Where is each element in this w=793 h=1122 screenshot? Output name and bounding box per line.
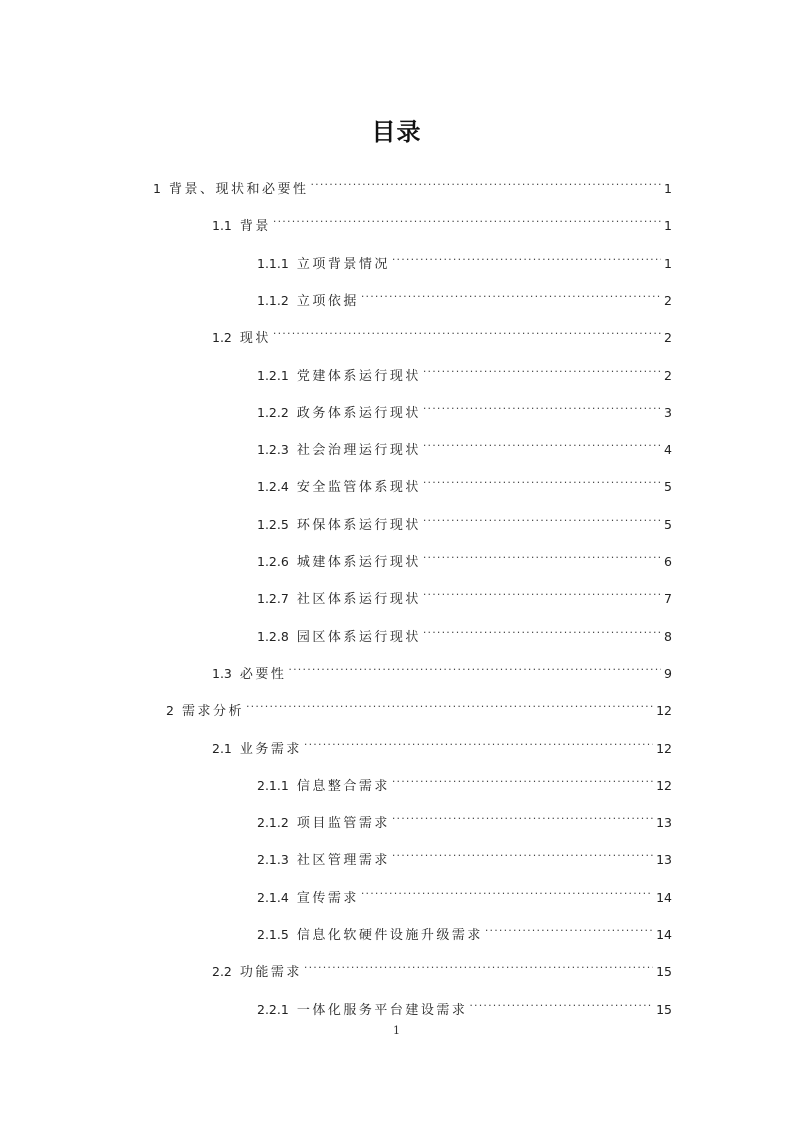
toc-number: 1.2.1	[257, 367, 289, 383]
toc-leader-dots	[392, 842, 653, 864]
toc-title: 城建体系运行现状	[296, 555, 421, 570]
toc-number: 1.3	[212, 665, 232, 681]
toc-leader-dots	[361, 283, 661, 305]
toc-title: 环保体系运行现状	[296, 517, 421, 533]
page-title: 目录	[371, 118, 422, 146]
toc-number: 1.1.2	[257, 292, 289, 308]
toc-title: 必要性	[239, 666, 287, 682]
toc-entry-2-1[interactable]	[212, 731, 672, 757]
toc-leader-dots	[423, 619, 661, 641]
toc-title: 项目监管需求	[296, 816, 390, 832]
toc-page-number: 1	[664, 218, 672, 234]
page-footer-number: 1	[393, 1024, 400, 1037]
toc-page-number: 12	[656, 703, 672, 719]
toc-leader-dots	[423, 395, 661, 417]
toc-page-number: 2	[664, 330, 672, 346]
toc-entry-1-2-4[interactable]	[257, 469, 672, 496]
toc-page-number: 2	[664, 367, 672, 383]
toc-title: 现状	[239, 331, 271, 347]
toc-number: 2.1	[212, 740, 232, 756]
toc-page-number: 15	[656, 964, 672, 980]
toc-leader-dots	[310, 171, 661, 193]
toc-number: 1.2.6	[257, 554, 289, 569]
toc-page-number: 12	[656, 740, 672, 756]
toc-title: 立项背景情况	[296, 256, 390, 272]
toc-number: 1.2.3	[257, 442, 289, 458]
toc-page-number: 13	[656, 852, 672, 868]
toc-leader-dots	[423, 432, 661, 454]
toc-entry-2-1-3[interactable]	[257, 842, 672, 869]
toc-entry-1-2-2[interactable]	[257, 395, 672, 421]
toc-entry-1-2-8[interactable]	[257, 619, 672, 645]
toc-leader-dots	[469, 992, 653, 1014]
toc-number: 1.2	[212, 330, 232, 346]
toc-page-number: 4	[664, 442, 672, 458]
toc-entry-1-3[interactable]	[212, 656, 672, 682]
toc-page-number: 5	[664, 516, 672, 532]
toc-entry-1-1-2[interactable]	[257, 283, 672, 309]
toc-title: 政务体系运行现状	[296, 405, 421, 421]
toc-page-number: 1	[664, 255, 672, 271]
toc-entry-2-1-5[interactable]	[257, 917, 672, 943]
toc-title: 背景	[239, 219, 271, 235]
toc-entry-2-1-1[interactable]	[257, 768, 672, 794]
toc-leader-dots	[288, 656, 661, 678]
toc-page-number: 15	[656, 1001, 672, 1017]
toc-title: 一体化服务平台建设需求	[296, 1002, 468, 1018]
toc-leader-dots	[304, 954, 653, 976]
toc-entry-1-1[interactable]	[212, 208, 672, 235]
toc-title: 信息化软硬件设施升级需求	[296, 928, 483, 943]
toc-leader-dots	[423, 544, 661, 566]
toc-entry-1-2-6[interactable]	[257, 544, 672, 570]
toc-page-number: 2	[664, 292, 672, 308]
toc-leader-dots	[273, 208, 661, 230]
toc-leader-dots	[304, 731, 653, 753]
toc-number: 1.2.7	[257, 591, 289, 607]
toc-page-number: 7	[664, 591, 672, 607]
toc-number: 1.2.2	[257, 404, 289, 420]
toc-leader-dots	[423, 581, 661, 603]
toc-leader-dots	[392, 768, 653, 790]
toc-number: 1.2.8	[257, 628, 289, 644]
toc-leader-dots	[392, 246, 661, 268]
toc-title: 党建体系运行现状	[296, 368, 421, 384]
toc-number: 1.2.5	[257, 516, 289, 532]
toc-number: 2.1.2	[257, 815, 289, 831]
toc-number: 2.1.5	[257, 927, 289, 942]
toc-entry-2-1-4[interactable]	[257, 880, 672, 906]
toc-number: 2.1.1	[257, 777, 289, 793]
toc-entry-1-1-1[interactable]	[257, 246, 672, 272]
toc-page-number: 12	[656, 777, 672, 793]
toc-number: 2	[166, 703, 174, 719]
toc-entry-1[interactable]	[153, 171, 672, 197]
toc-leader-dots	[423, 507, 661, 529]
toc-leader-dots	[392, 805, 653, 827]
toc-entry-2-2[interactable]	[212, 954, 672, 981]
toc-entry-2-1-2[interactable]	[257, 805, 672, 832]
toc-number: 2.2	[212, 964, 232, 980]
toc-leader-dots	[485, 917, 653, 939]
toc-entry-1-2-3[interactable]	[257, 432, 672, 459]
toc-entry-2-2-1[interactable]	[257, 992, 672, 1018]
toc-entry-1-2-1[interactable]	[257, 358, 672, 384]
toc-page-number: 13	[656, 815, 672, 831]
toc-page-number: 5	[664, 479, 672, 495]
toc-leader-dots	[273, 320, 661, 342]
toc-number: 1	[153, 181, 161, 196]
toc-page-number: 8	[664, 628, 672, 644]
toc-page-number: 14	[656, 927, 672, 942]
toc-title: 社会治理运行现状	[296, 443, 421, 459]
toc-page-number: 14	[656, 889, 672, 905]
toc-title: 功能需求	[239, 965, 302, 981]
toc-title: 立项依据	[296, 293, 359, 309]
toc-title: 社区体系运行现状	[296, 592, 421, 608]
toc-page-number: 1	[664, 181, 672, 196]
toc-number: 1.1.1	[257, 255, 289, 271]
toc-title: 安全监管体系现状	[296, 480, 421, 496]
toc-title: 背景、现状和必要性	[168, 182, 309, 197]
toc-number: 2.1.3	[257, 852, 289, 868]
toc-title: 园区体系运行现状	[296, 629, 421, 645]
toc-title: 业务需求	[239, 741, 302, 757]
toc-leader-dots	[423, 469, 661, 491]
toc-leader-dots	[246, 693, 653, 715]
toc-title: 社区管理需求	[296, 853, 390, 869]
toc-title: 需求分析	[181, 704, 244, 720]
toc-entry-1-2-7[interactable]	[257, 581, 672, 608]
toc-title: 信息整合需求	[296, 778, 390, 794]
toc-entry-1-2[interactable]	[212, 320, 672, 347]
toc-leader-dots	[361, 880, 653, 902]
toc-page-number: 3	[664, 404, 672, 420]
toc-number: 2.2.1	[257, 1001, 289, 1017]
toc-title: 宣传需求	[296, 890, 359, 906]
toc-leader-dots	[423, 358, 661, 380]
toc-entry-1-2-5[interactable]	[257, 507, 672, 533]
toc-page-number: 6	[664, 554, 672, 569]
toc-number: 1.1	[212, 218, 232, 234]
toc-page-number: 9	[664, 665, 672, 681]
toc-number: 2.1.4	[257, 889, 289, 905]
toc-entry-2[interactable]	[166, 693, 672, 720]
toc-number: 1.2.4	[257, 479, 289, 495]
